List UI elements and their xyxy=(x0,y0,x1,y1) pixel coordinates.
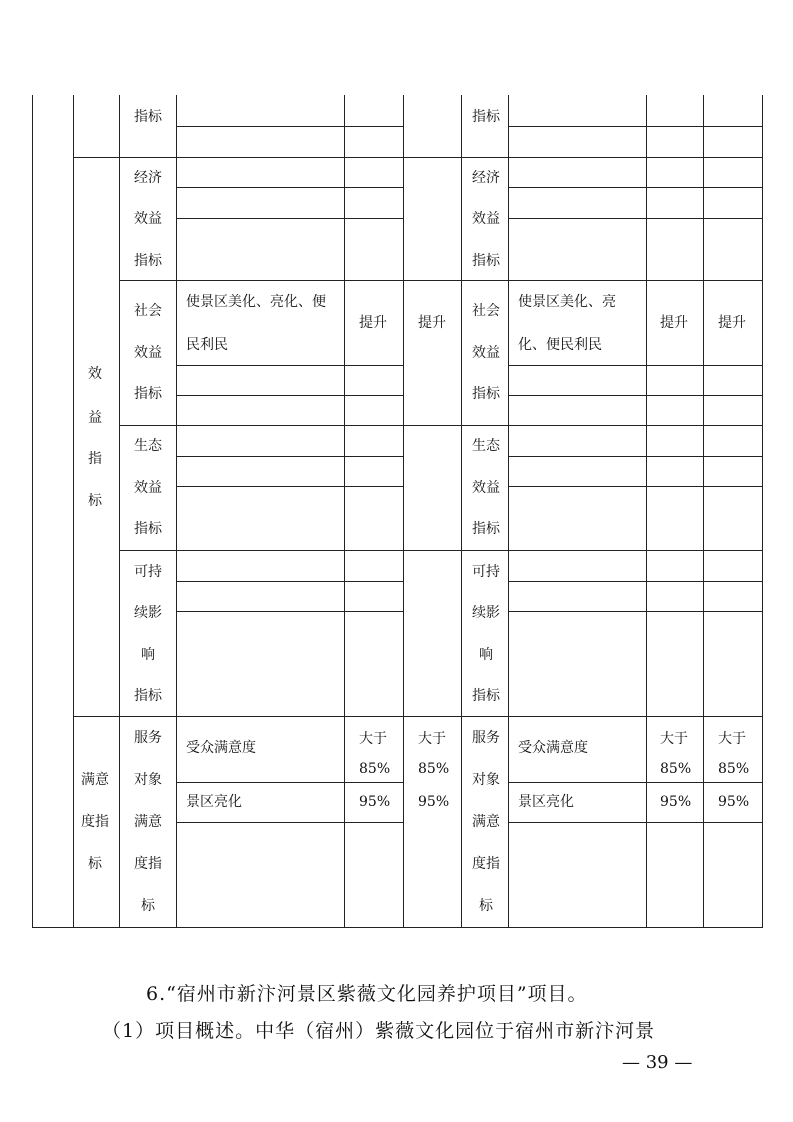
label-shengtai-left: 生态 xyxy=(134,438,162,454)
label-zhibiao-right-3: 指标 xyxy=(472,521,500,537)
label-shehui-right: 社会 xyxy=(472,303,500,319)
paragraph-project-overview: （1）项目概述。中华（宿州）紫薇文化园位于宿州市新汴河景 xyxy=(102,1020,656,1042)
fuwu-left-1: 服务 xyxy=(134,730,162,746)
category-manyi-1: 满意 xyxy=(81,772,109,788)
page-number: — 39 — xyxy=(622,1052,693,1073)
fuwu-left-3: 满意 xyxy=(134,814,162,830)
pct85-right-1: 85% xyxy=(660,761,692,777)
label-zhibiao-left-2: 指标 xyxy=(134,386,162,402)
label-jingji-left: 经济 xyxy=(134,170,162,186)
label-zhibiao-right-2: 指标 xyxy=(472,386,500,402)
dayu-left-2: 大于 xyxy=(418,731,446,747)
label-xiaoyi-right-2: 效益 xyxy=(472,345,500,361)
label-xiaoyi-left-2: 效益 xyxy=(134,345,162,361)
label-shehui-left: 社会 xyxy=(134,303,162,319)
label-xiaoyi-left-1: 效益 xyxy=(134,211,162,227)
label-xuyingxiang-right: 续影 xyxy=(472,605,500,621)
pct95-left-1: 95% xyxy=(359,794,391,810)
fuwu-right-5: 标 xyxy=(479,898,493,914)
category-xiaoyi-3: 指 xyxy=(88,451,102,467)
pct95-left-2: 95% xyxy=(418,794,450,810)
label-zhibiao-left-4: 指标 xyxy=(134,688,162,704)
label-kechi-right: 可持 xyxy=(472,564,500,580)
label-zhibiao-top-left: 指标 xyxy=(134,109,162,125)
paragraph-project-heading: 6.“宿州市新汴河景区紫薇文化园养护项目”项目。 xyxy=(146,983,588,1005)
pct95-right-2: 95% xyxy=(718,794,750,810)
fuwu-left-5: 标 xyxy=(141,898,155,914)
tisheng-right-2: 提升 xyxy=(718,315,746,331)
social-content-left-line2: 民利民 xyxy=(186,337,228,353)
dayu-right-1: 大于 xyxy=(660,731,688,747)
dayu-right-2: 大于 xyxy=(718,731,746,747)
label-xiaoyi-left-3: 效益 xyxy=(134,480,162,496)
audience-label-right: 受众满意度 xyxy=(518,740,588,756)
dayu-left-1: 大于 xyxy=(359,731,387,747)
scenic-label-left: 景区亮化 xyxy=(186,794,242,810)
label-zhibiao-right-4: 指标 xyxy=(472,688,500,704)
fuwu-right-3: 满意 xyxy=(472,814,500,830)
category-xiaoyi-2: 益 xyxy=(88,410,102,426)
label-kechi-left: 可持 xyxy=(134,564,162,580)
label-xiang-left: 响 xyxy=(141,647,155,663)
social-content-left-line1: 使景区美化、亮化、便 xyxy=(186,294,326,310)
pct95-right-1: 95% xyxy=(660,794,692,810)
category-manyi-3: 标 xyxy=(88,856,102,872)
category-xiaoyi-1: 效 xyxy=(88,366,102,382)
label-jingji-right: 经济 xyxy=(472,170,500,186)
pct85-left-1: 85% xyxy=(359,761,391,777)
label-zhibiao-right-1: 指标 xyxy=(472,253,500,269)
pct85-left-2: 85% xyxy=(418,761,450,777)
fuwu-right-4: 度指 xyxy=(472,856,500,872)
tisheng-left-1: 提升 xyxy=(359,315,387,331)
label-shengtai-right: 生态 xyxy=(472,438,500,454)
tisheng-right-1: 提升 xyxy=(660,315,688,331)
fuwu-left-2: 对象 xyxy=(134,772,162,788)
category-manyi-2: 度指 xyxy=(81,814,109,830)
label-xiang-right: 响 xyxy=(479,647,493,663)
category-xiaoyi-4: 标 xyxy=(88,493,102,509)
fuwu-right-2: 对象 xyxy=(472,772,500,788)
label-zhibiao-left-1: 指标 xyxy=(134,253,162,269)
label-xiaoyi-right-1: 效益 xyxy=(472,211,500,227)
label-zhibiao-top-right: 指标 xyxy=(472,109,500,125)
social-content-right-line2: 化、便民利民 xyxy=(518,337,602,353)
scenic-label-right: 景区亮化 xyxy=(518,794,574,810)
pct85-right-2: 85% xyxy=(718,761,750,777)
label-zhibiao-left-3: 指标 xyxy=(134,521,162,537)
audience-label-left: 受众满意度 xyxy=(186,740,256,756)
fuwu-left-4: 度指 xyxy=(134,856,162,872)
fuwu-right-1: 服务 xyxy=(472,730,500,746)
label-xiaoyi-right-3: 效益 xyxy=(472,480,500,496)
social-content-right-line1: 使景区美化、亮 xyxy=(518,294,616,310)
label-xuyingxiang-left: 续影 xyxy=(134,605,162,621)
tisheng-left-2: 提升 xyxy=(418,315,446,331)
